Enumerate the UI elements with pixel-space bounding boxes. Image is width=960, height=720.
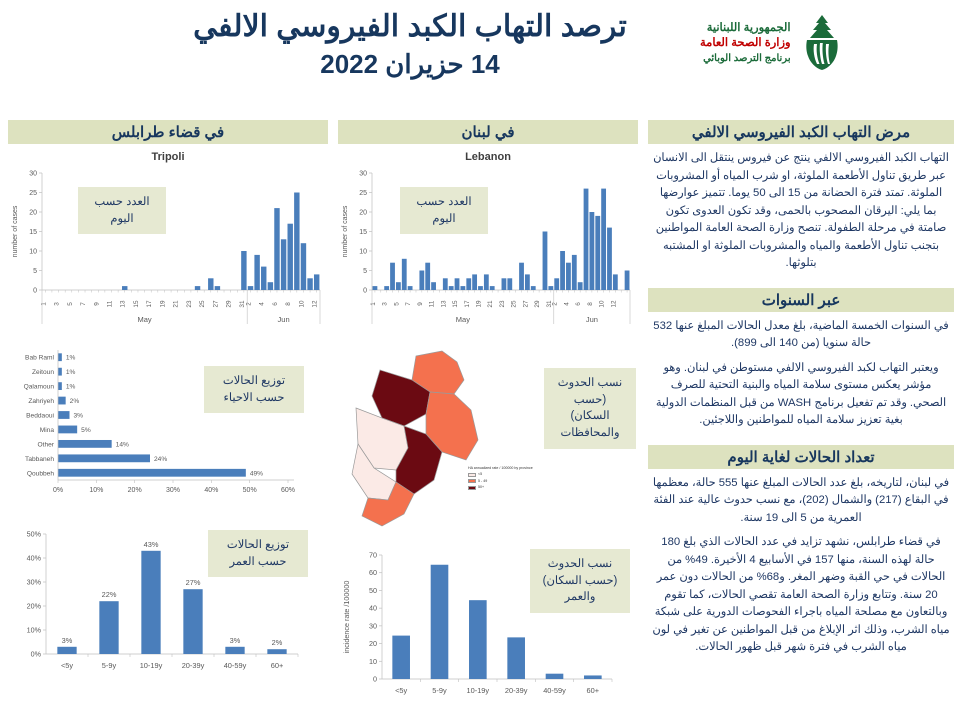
- callout-cases-by-age: توزيع الحالات حسب العمر: [208, 530, 308, 577]
- svg-text:25: 25: [510, 300, 518, 308]
- svg-text:1%: 1%: [65, 354, 76, 362]
- section-header-lebanon: في لبنان: [338, 120, 638, 144]
- svg-text:3%: 3%: [229, 635, 241, 645]
- svg-text:21: 21: [487, 300, 495, 308]
- svg-text:1: 1: [369, 302, 377, 306]
- svg-text:2: 2: [245, 302, 253, 306]
- svg-text:50%: 50%: [242, 487, 257, 494]
- legend-swatch-mid: [468, 479, 476, 483]
- svg-text:Qalamoun: Qalamoun: [23, 383, 54, 391]
- svg-text:4: 4: [563, 302, 571, 306]
- disease-paragraph: التهاب الكبد الفيروسي الالفي ينتج عن فيروس ينتقل الى الانسان عبر طريق تناول الأطعمة الملوثة، او شرب المياه أو المشروبات الملوثة. تمتد فترة الحضانة من 15 الى 50 يوما. تتميز عوارضها بما يلي: اليرقان المصحوب بالحمى، وقد تكون العدوى تكون صامتة في مرحلة الطفولة. تنصح وزارة الصحة العامة المواطنين بتجنب تناول الأطعمة والمياه والمشروبات الملوثة او المشتبه بتلوثها.: [653, 152, 949, 269]
- svg-text:10: 10: [369, 656, 377, 666]
- svg-text:7: 7: [405, 302, 413, 306]
- svg-text:25: 25: [359, 190, 367, 197]
- svg-text:5: 5: [66, 302, 74, 306]
- svg-text:20%: 20%: [26, 601, 41, 611]
- svg-text:0: 0: [363, 287, 367, 295]
- today-paragraph-1: في لبنان، لتاريخه، بلغ عدد الحالات المبلغ عنها 555 حالة، معظمها في البقاع (217) والشمال (202)، مع نسب حدوث عالية عند الفئة العمرية من 5 الى 19 سنة.: [652, 476, 950, 524]
- svg-text:8: 8: [586, 302, 594, 306]
- column-lebanon: [338, 120, 638, 713]
- svg-text:8: 8: [285, 302, 293, 306]
- svg-text:30%: 30%: [26, 577, 41, 587]
- svg-text:10: 10: [598, 300, 606, 308]
- svg-text:15: 15: [452, 300, 460, 308]
- legend-label-high: 50+: [478, 485, 485, 490]
- legend-swatch-low: [468, 473, 476, 477]
- section-header-tripoli: في قضاء طرابلس: [8, 120, 328, 144]
- svg-text:60+: 60+: [586, 686, 600, 695]
- svg-text:30: 30: [29, 170, 37, 178]
- svg-text:9: 9: [416, 302, 424, 306]
- svg-text:May: May: [455, 315, 470, 324]
- years-paragraph-1: في السنوات الخمسة الماضية، بلغ معدل الحالات المبلغ عنها 532 حالة سنويا (من 140 الى 899).: [653, 319, 949, 349]
- svg-text:10: 10: [359, 248, 367, 256]
- svg-text:Mina: Mina: [39, 426, 54, 434]
- svg-text:1%: 1%: [65, 383, 76, 391]
- svg-text:3: 3: [381, 302, 389, 306]
- callout-rate-by-age: نسب الحدوث (حسب السكان) والعمر: [530, 549, 630, 613]
- svg-text:29: 29: [225, 300, 233, 308]
- svg-text:19: 19: [475, 300, 483, 308]
- svg-text:31: 31: [238, 300, 246, 308]
- svg-text:40-59y: 40-59y: [543, 686, 566, 695]
- years-paragraph-2: ويعتبر التهاب لكبد الفيروسي الالفي مستوطن في لبنان. وهو مؤشر يعكس مستوى سلامة المياه والبنية التحتية للصرف الصحي. وقد تم تفعيل برنامج WASH من قبل المنظمات الدولية بغية تعزيز سلامة المياه للمواطنين واللاجئين.: [655, 361, 947, 426]
- svg-text:30: 30: [359, 170, 367, 178]
- svg-text:12: 12: [610, 300, 618, 308]
- svg-text:10%: 10%: [89, 487, 104, 494]
- today-description: [648, 469, 954, 666]
- map-legend-item: [468, 485, 533, 490]
- map-legend-item: [468, 479, 533, 484]
- chart-tripoli-epicurve: [8, 165, 328, 330]
- svg-text:27: 27: [212, 300, 220, 308]
- title-block: [150, 8, 670, 81]
- svg-text:40-59y: 40-59y: [223, 661, 247, 670]
- map-legend: [468, 466, 533, 491]
- logo-line-ministry: وزارة الصحة العامة: [700, 37, 791, 50]
- chart-tripoli-neighborhoods: [8, 344, 328, 506]
- svg-text:12: 12: [311, 300, 319, 308]
- svg-text:Jun: Jun: [585, 315, 598, 324]
- logo-text: [700, 21, 791, 66]
- svg-text:17: 17: [463, 300, 471, 308]
- years-description: [648, 312, 954, 439]
- svg-text:5: 5: [363, 268, 367, 275]
- svg-text:Zahriyeh: Zahriyeh: [28, 398, 54, 406]
- legend-swatch-high: [468, 486, 476, 490]
- svg-text:Jun: Jun: [277, 315, 290, 324]
- svg-text:Qoubbeh: Qoubbeh: [26, 470, 54, 478]
- svg-text:15: 15: [359, 229, 367, 236]
- svg-text:Bab Raml: Bab Raml: [25, 354, 54, 362]
- svg-text:3%: 3%: [73, 412, 84, 420]
- map-legend-title: HA annualized rate / 100000 by province: [468, 466, 533, 470]
- chart-title-tripoli: Tripoli: [151, 151, 185, 163]
- chart-lebanon-epicurve: [338, 165, 638, 330]
- svg-text:49%: 49%: [249, 470, 264, 478]
- svg-text:70: 70: [369, 550, 377, 560]
- disease-description: [648, 144, 954, 282]
- svg-text:10-19y: 10-19y: [466, 686, 490, 695]
- chart-tripoli-age: [8, 520, 328, 688]
- legend-label-low: <5: [478, 472, 483, 477]
- svg-text:0%: 0%: [52, 487, 64, 494]
- svg-text:20: 20: [369, 639, 377, 649]
- legend-label-mid: 5 - 49: [478, 478, 488, 483]
- svg-text:Beddaoui: Beddaoui: [26, 412, 54, 420]
- svg-text:0%: 0%: [30, 649, 41, 659]
- svg-text:25: 25: [29, 190, 37, 197]
- svg-text:60: 60: [369, 568, 377, 578]
- svg-text:17: 17: [146, 300, 154, 308]
- svg-text:2%: 2%: [271, 638, 283, 648]
- logo-line-republic: الجمهورية اللبنانية: [706, 21, 791, 34]
- svg-text:27%: 27%: [185, 578, 201, 588]
- svg-text:20: 20: [359, 209, 367, 217]
- svg-text:2: 2: [551, 302, 559, 306]
- svg-text:13: 13: [440, 300, 448, 308]
- ministry-logo: [700, 14, 845, 72]
- svg-text:20%: 20%: [127, 487, 142, 494]
- svg-text:10-19y: 10-19y: [139, 661, 163, 670]
- svg-text:4: 4: [258, 302, 266, 306]
- svg-text:21: 21: [172, 300, 180, 308]
- svg-text:15: 15: [132, 300, 140, 308]
- svg-text:5%: 5%: [81, 426, 91, 434]
- callout-cases-by-day-tripoli: العدد حسب اليوم: [78, 187, 166, 234]
- svg-text:43%: 43%: [143, 539, 159, 549]
- svg-text:5-9y: 5-9y: [101, 661, 117, 670]
- svg-text:15: 15: [29, 229, 37, 236]
- svg-text:11: 11: [428, 300, 436, 308]
- map-legend-item: [468, 472, 533, 477]
- svg-text:40%: 40%: [204, 487, 219, 494]
- svg-text:40: 40: [369, 603, 377, 613]
- section-header-years: عبر السنوات: [648, 288, 954, 312]
- svg-text:13: 13: [119, 300, 127, 308]
- svg-text:11: 11: [106, 300, 114, 308]
- page-date: 14 حزيران 2022: [320, 48, 500, 79]
- svg-text:60+: 60+: [270, 661, 284, 670]
- svg-text:31: 31: [545, 300, 553, 308]
- svg-text:9: 9: [93, 302, 101, 306]
- svg-text:24%: 24%: [154, 455, 168, 463]
- svg-text:7: 7: [80, 302, 88, 306]
- svg-text:<5y: <5y: [60, 661, 74, 670]
- section-header-disease: مرض التهاب الكبد الفيروسي الالفي: [648, 120, 954, 144]
- svg-text:6: 6: [575, 302, 583, 306]
- svg-text:6: 6: [271, 302, 279, 306]
- svg-text:23: 23: [498, 300, 506, 308]
- svg-text:5: 5: [33, 268, 37, 275]
- chart-incidence-rate-by-age: [338, 545, 638, 713]
- chart-title-lebanon: Lebanon: [465, 151, 511, 163]
- svg-text:Zeitoun: Zeitoun: [32, 369, 54, 377]
- svg-text:22%: 22%: [101, 590, 117, 600]
- cedar-tree-hand-icon: [799, 14, 845, 72]
- svg-text:10%: 10%: [26, 625, 41, 635]
- svg-text:30: 30: [369, 621, 377, 631]
- callout-rate-by-province: نسب الحدوث (حسب السكان) والمحافظات: [544, 368, 636, 449]
- svg-text:60%: 60%: [280, 487, 296, 494]
- svg-text:27: 27: [522, 300, 530, 308]
- svg-text:50: 50: [369, 585, 377, 595]
- svg-text:25: 25: [199, 300, 207, 308]
- page-header: [0, 0, 960, 112]
- svg-text:30%: 30%: [165, 487, 181, 494]
- svg-text:19: 19: [159, 300, 167, 308]
- svg-text:50%: 50%: [26, 529, 41, 539]
- svg-text:Tabbaneh: Tabbaneh: [25, 455, 54, 463]
- svg-text:3: 3: [53, 302, 61, 306]
- section-header-today: تعداد الحالات لغاية اليوم: [648, 445, 954, 469]
- today-paragraph-2: في قضاء طرابلس، نشهد تزايد في عدد الحالات الذي بلغ 180 حالة لهذه السنة، منها 157 في الأسابيع 4 الأخيرة. 49% من الحالات في حي القبة وضهر المغر. و68% من الحالات دون عمر 20 سنة. وتتابع وزارة الصحة العامة تقصي الحالات، كما تقوم وبالتعاون مع مصلحة المياه باجراء الفحوصات الدورية على شبكة مياه الشرب، وذلك اثر الإبلاغ من قبل المواطنين عن تغير في لون مياه الشرب في فترة شهر قبل ظهور الحالات.: [652, 536, 950, 653]
- svg-text:20: 20: [29, 209, 37, 217]
- svg-text:14%: 14%: [115, 441, 129, 449]
- svg-text:number of cases: number of cases: [12, 205, 19, 258]
- column-tripoli: [8, 120, 328, 688]
- svg-text:20-39y: 20-39y: [181, 661, 205, 670]
- svg-text:<5y: <5y: [395, 686, 408, 695]
- svg-text:10: 10: [29, 248, 37, 256]
- svg-text:May: May: [137, 315, 152, 324]
- svg-text:20-39y: 20-39y: [504, 686, 528, 695]
- column-information: [648, 120, 954, 666]
- svg-text:29: 29: [534, 300, 542, 308]
- map-lebanon-provinces: [338, 348, 638, 533]
- svg-text:5-9y: 5-9y: [432, 686, 447, 695]
- svg-text:23: 23: [185, 300, 193, 308]
- svg-text:10: 10: [298, 300, 306, 308]
- svg-text:5: 5: [393, 302, 401, 306]
- svg-text:1%: 1%: [65, 369, 76, 377]
- svg-text:40%: 40%: [26, 553, 41, 563]
- svg-text:Other: Other: [37, 441, 54, 449]
- logo-line-program: برنامج الترصد الوبائي: [703, 52, 791, 64]
- svg-text:incidence rate /100000: incidence rate /100000: [342, 580, 351, 654]
- svg-text:3%: 3%: [61, 635, 73, 645]
- svg-text:0: 0: [33, 287, 37, 295]
- page-title: ترصد التهاب الكبد الفيروسي الالفي: [193, 10, 627, 43]
- svg-text:1: 1: [40, 302, 48, 306]
- callout-cases-by-day-lebanon: العدد حسب اليوم: [400, 187, 488, 234]
- callout-cases-by-neighborhood: توزيع الحالات حسب الاحياء: [204, 366, 304, 413]
- svg-text:0: 0: [373, 674, 377, 684]
- svg-text:number of cases: number of cases: [342, 205, 349, 258]
- svg-text:2%: 2%: [69, 398, 80, 406]
